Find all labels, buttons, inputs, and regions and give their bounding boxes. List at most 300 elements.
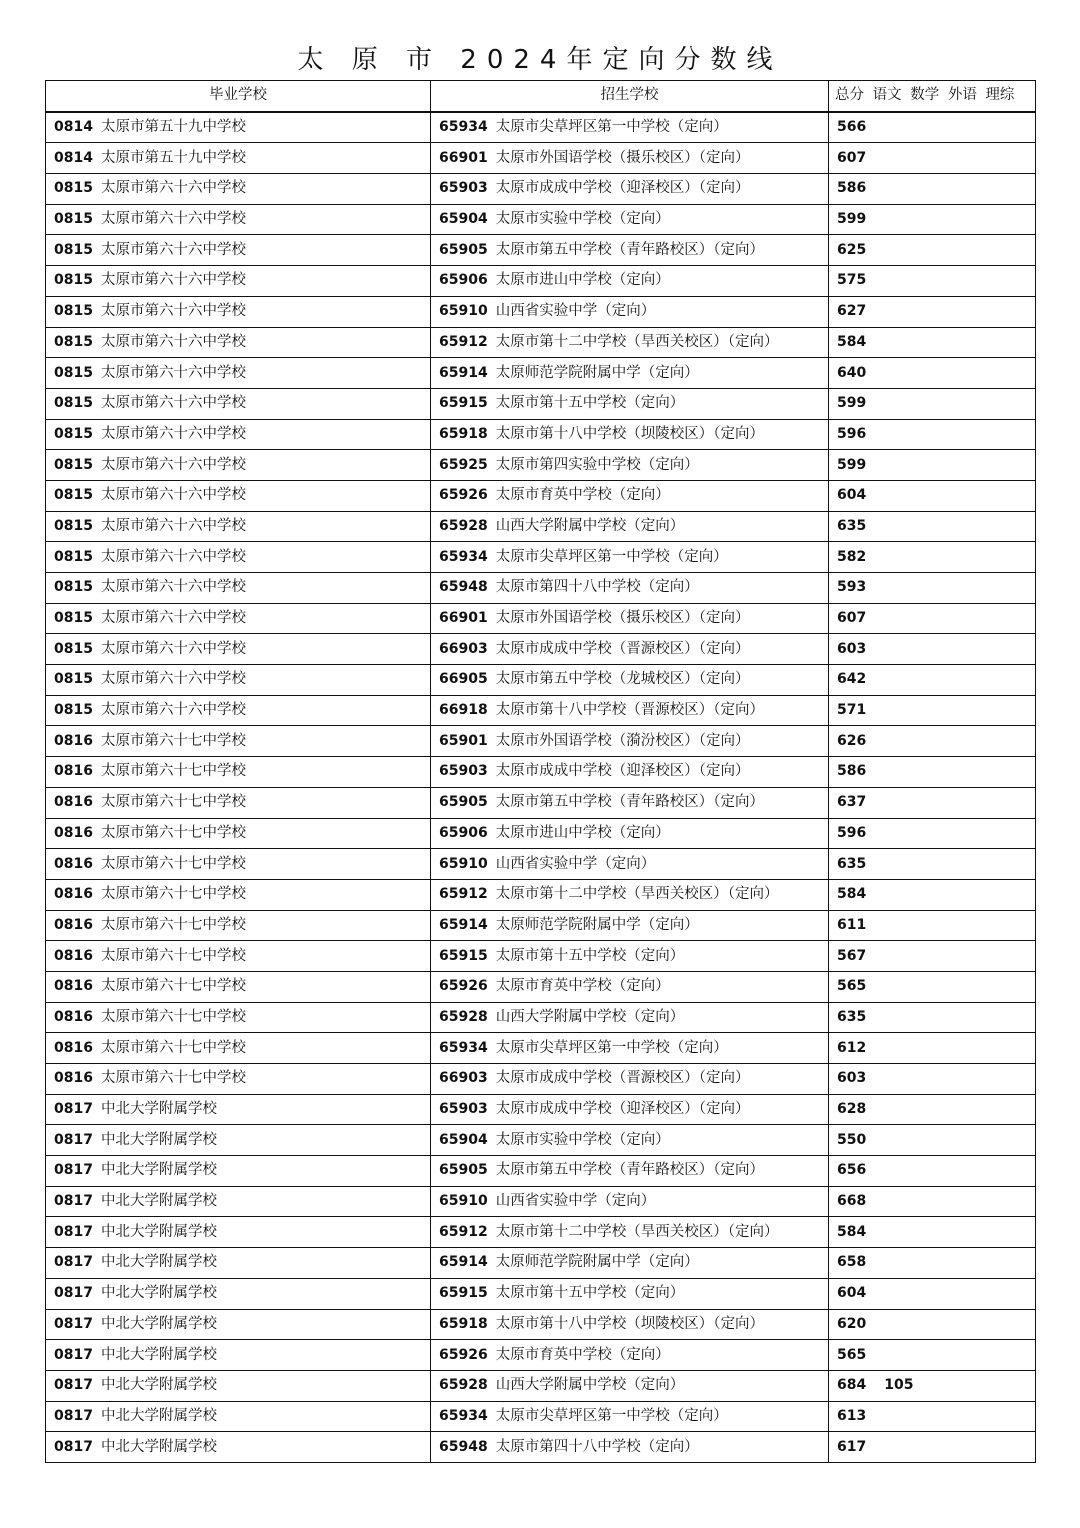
table-row (46, 143, 1036, 174)
table-row (46, 1125, 1036, 1156)
table-row (46, 112, 1036, 143)
graduate-school-name: 太原市第六十七中学校 (100, 1008, 246, 1025)
graduate-school-code: 0817 (54, 1377, 93, 1394)
admission-school-code: 65918 (439, 425, 488, 442)
admission-school-cell (431, 971, 829, 1002)
graduate-school-code: 0817 (54, 1193, 93, 1210)
admission-school-cell (431, 1401, 829, 1432)
scores-cell (829, 634, 1036, 665)
total-score: 593 (837, 579, 867, 596)
graduate-school-code: 0815 (54, 579, 93, 596)
admission-school-cell (431, 1002, 829, 1033)
admission-school-code: 66901 (439, 149, 488, 166)
table-row (46, 419, 1036, 450)
graduate-school-code: 0815 (54, 671, 93, 688)
table-row (46, 235, 1036, 266)
table-row (46, 971, 1036, 1002)
admission-school-cell (431, 603, 829, 634)
graduate-school-cell (46, 695, 431, 726)
admission-school-code: 65918 (439, 1315, 488, 1332)
admission-school-cell (431, 941, 829, 972)
scores-cell (829, 511, 1036, 542)
table-row (46, 1217, 1036, 1248)
admission-school-name: 太原市第十五中学校（定向） (495, 947, 685, 964)
admission-school-cell (431, 358, 829, 389)
admission-school-cell (431, 634, 829, 665)
header-row (46, 81, 1036, 112)
graduate-school-name: 太原市第六十六中学校 (100, 548, 246, 565)
header-scores: 总分 语文 数学 外语 理综 (829, 81, 1036, 112)
graduate-school-cell (46, 1278, 431, 1309)
table-row (46, 603, 1036, 634)
total-score: 582 (837, 548, 867, 565)
scores-cell (829, 879, 1036, 910)
admission-school-code: 65910 (439, 1193, 488, 1210)
admission-school-code: 65914 (439, 1254, 488, 1271)
admission-school-cell (431, 665, 829, 696)
total-score: 607 (837, 149, 867, 166)
graduate-school-cell (46, 603, 431, 634)
admission-school-cell (431, 787, 829, 818)
admission-school-code: 65905 (439, 241, 488, 258)
admission-school-code: 65926 (439, 1346, 488, 1363)
table-row (46, 511, 1036, 542)
total-score: 620 (837, 1315, 867, 1332)
admission-school-code: 65912 (439, 1223, 488, 1240)
admission-school-name: 太原师范学院附属中学（定向） (495, 1254, 699, 1271)
graduate-school-name: 太原市第六十七中学校 (100, 732, 246, 749)
scores-cell (829, 388, 1036, 419)
table-row (46, 1002, 1036, 1033)
admission-school-cell (431, 235, 829, 266)
table-header (46, 81, 1036, 112)
graduate-school-code: 0816 (54, 978, 93, 995)
graduate-school-name: 太原市第六十六中学校 (100, 303, 246, 320)
graduate-school-code: 0816 (54, 855, 93, 872)
total-score: 635 (837, 517, 867, 534)
admission-school-name: 太原市进山中学校（定向） (495, 824, 670, 841)
admission-school-cell (431, 1125, 829, 1156)
admission-school-name: 太原市第五中学校（青年路校区）（定向） (495, 1162, 764, 1179)
admission-school-code: 65925 (439, 456, 488, 473)
graduate-school-name: 中北大学附属学校 (100, 1315, 217, 1332)
table-row (46, 1278, 1036, 1309)
admission-school-cell (431, 419, 829, 450)
header-admission-school: 招生学校 (431, 81, 829, 112)
scores-cell (829, 1002, 1036, 1033)
table-row (46, 941, 1036, 972)
graduate-school-cell (46, 1340, 431, 1371)
admission-school-cell (431, 1217, 829, 1248)
graduate-school-cell (46, 757, 431, 788)
admission-school-cell (431, 174, 829, 205)
table-row (46, 1094, 1036, 1125)
total-score: 658 (837, 1254, 867, 1271)
total-score: 566 (837, 119, 867, 136)
graduate-school-code: 0815 (54, 517, 93, 534)
scores-cell (829, 695, 1036, 726)
graduate-school-name: 中北大学附属学校 (100, 1438, 217, 1455)
admission-school-name: 太原市实验中学校（定向） (495, 211, 670, 228)
admission-school-name: 太原市外国语学校（摄乐校区）（定向） (495, 610, 750, 627)
admission-school-name: 太原市尖草坪区第一中学校（定向） (495, 548, 728, 565)
admission-school-code: 65912 (439, 886, 488, 903)
graduate-school-cell (46, 726, 431, 757)
scores-cell (829, 174, 1036, 205)
scores-cell (829, 204, 1036, 235)
admission-school-cell (431, 266, 829, 297)
graduate-school-name: 太原市第六十六中学校 (100, 517, 246, 534)
score-table (45, 80, 1036, 1463)
table-row (46, 296, 1036, 327)
graduate-school-name: 太原市第六十六中学校 (100, 211, 246, 228)
total-score: 599 (837, 211, 867, 228)
graduate-school-code: 0817 (54, 1346, 93, 1363)
graduate-school-name: 太原市第六十七中学校 (100, 1039, 246, 1056)
graduate-school-cell (46, 849, 431, 880)
admission-school-cell (431, 143, 829, 174)
table-row (46, 1156, 1036, 1187)
total-score: 635 (837, 1008, 867, 1025)
admission-school-name: 太原市外国语学校（摄乐校区）（定向） (495, 149, 750, 166)
table-row (46, 266, 1036, 297)
total-score: 586 (837, 180, 867, 197)
admission-school-name: 太原市第五中学校（青年路校区）（定向） (495, 241, 764, 258)
admission-school-name: 太原市育英中学校（定向） (495, 1346, 670, 1363)
graduate-school-name: 太原市第六十六中学校 (100, 272, 246, 289)
admission-school-code: 65928 (439, 517, 488, 534)
scores-cell (829, 1217, 1036, 1248)
admission-school-cell (431, 695, 829, 726)
total-score: 550 (837, 1131, 867, 1148)
total-score: 567 (837, 947, 867, 964)
graduate-school-name: 太原市第六十六中学校 (100, 456, 246, 473)
graduate-school-code: 0814 (54, 119, 93, 136)
admission-school-cell (431, 1156, 829, 1187)
scores-cell (829, 419, 1036, 450)
graduate-school-name: 太原市第六十七中学校 (100, 855, 246, 872)
scores-cell (829, 941, 1036, 972)
admission-school-cell (431, 757, 829, 788)
admission-school-code: 65906 (439, 272, 488, 289)
total-score: 611 (837, 916, 867, 933)
admission-school-name: 太原师范学院附属中学（定向） (495, 364, 699, 381)
admission-school-name: 太原市第十五中学校（定向） (495, 1285, 685, 1302)
graduate-school-code: 0814 (54, 149, 93, 166)
admission-school-name: 太原市第十二中学校（旱西关校区）（定向） (495, 333, 779, 350)
scores-cell (829, 1033, 1036, 1064)
graduate-school-name: 中北大学附属学校 (100, 1131, 217, 1148)
graduate-school-name: 中北大学附属学校 (100, 1346, 217, 1363)
graduate-school-cell (46, 1002, 431, 1033)
scores-cell (829, 1340, 1036, 1371)
graduate-school-name: 太原市第六十六中学校 (100, 610, 246, 627)
scores-cell (829, 1125, 1036, 1156)
scores-cell (829, 910, 1036, 941)
total-score: 635 (837, 855, 867, 872)
graduate-school-cell (46, 511, 431, 542)
total-score: 603 (837, 1070, 867, 1087)
graduate-school-name: 太原市第六十七中学校 (100, 886, 246, 903)
total-score: 613 (837, 1407, 867, 1424)
admission-school-name: 太原市第十二中学校（旱西关校区）（定向） (495, 1223, 779, 1240)
graduate-school-cell (46, 480, 431, 511)
total-score: 604 (837, 1285, 867, 1302)
scores-cell (829, 296, 1036, 327)
graduate-school-cell (46, 665, 431, 696)
graduate-school-code: 0815 (54, 425, 93, 442)
graduate-school-cell (46, 941, 431, 972)
table-row (46, 450, 1036, 481)
graduate-school-cell (46, 327, 431, 358)
table-row (46, 757, 1036, 788)
table-row (46, 358, 1036, 389)
total-score: 565 (837, 978, 867, 995)
admission-school-cell (431, 726, 829, 757)
total-score: 584 (837, 1223, 867, 1240)
admission-school-name: 山西省实验中学（定向） (495, 1193, 656, 1210)
total-score: 625 (837, 241, 867, 258)
table-row (46, 818, 1036, 849)
admission-school-cell (431, 388, 829, 419)
admission-school-name: 太原市第十八中学校（坝陵校区）（定向） (495, 1315, 764, 1332)
graduate-school-name: 中北大学附属学校 (100, 1407, 217, 1424)
admission-school-code: 65915 (439, 947, 488, 964)
admission-school-code: 65904 (439, 1131, 488, 1148)
admission-school-cell (431, 511, 829, 542)
admission-school-cell (431, 327, 829, 358)
graduate-school-name: 太原市第六十六中学校 (100, 425, 246, 442)
graduate-school-code: 0816 (54, 1008, 93, 1025)
table-row (46, 879, 1036, 910)
total-score: 642 (837, 671, 867, 688)
graduate-school-cell (46, 971, 431, 1002)
admission-school-code: 65910 (439, 303, 488, 320)
scores-cell (829, 1370, 1036, 1401)
graduate-school-code: 0815 (54, 364, 93, 381)
scores-cell (829, 787, 1036, 818)
graduate-school-cell (46, 634, 431, 665)
total-score: 612 (837, 1039, 867, 1056)
table-row (46, 174, 1036, 205)
admission-school-name: 太原市育英中学校（定向） (495, 978, 670, 995)
scores-cell (829, 1064, 1036, 1095)
graduate-school-code: 0816 (54, 732, 93, 749)
table-row (46, 1309, 1036, 1340)
total-score: 596 (837, 425, 867, 442)
admission-school-code: 65928 (439, 1377, 488, 1394)
graduate-school-name: 太原市第五十九中学校 (100, 119, 246, 136)
graduate-school-code: 0815 (54, 702, 93, 719)
graduate-school-code: 0817 (54, 1101, 93, 1118)
admission-school-name: 太原市外国语学校（漪汾校区）（定向） (495, 732, 750, 749)
admission-school-code: 65901 (439, 732, 488, 749)
admission-school-code: 65948 (439, 579, 488, 596)
table-row (46, 695, 1036, 726)
admission-school-code: 65926 (439, 978, 488, 995)
graduate-school-name: 中北大学附属学校 (100, 1377, 217, 1394)
admission-school-cell (431, 542, 829, 573)
total-score: 607 (837, 610, 867, 627)
admission-school-cell (431, 1370, 829, 1401)
graduate-school-code: 0815 (54, 548, 93, 565)
total-score: 599 (837, 395, 867, 412)
admission-school-cell (431, 1432, 829, 1463)
scores-cell (829, 480, 1036, 511)
total-score: 584 (837, 886, 867, 903)
admission-school-code: 65905 (439, 1162, 488, 1179)
graduate-school-code: 0815 (54, 303, 93, 320)
table-row (46, 388, 1036, 419)
table-row (46, 480, 1036, 511)
admission-school-name: 太原市第四十八中学校（定向） (495, 1438, 699, 1455)
scores-cell (829, 603, 1036, 634)
graduate-school-name: 太原市第六十六中学校 (100, 333, 246, 350)
scores-cell (829, 665, 1036, 696)
table-row (46, 1248, 1036, 1279)
graduate-school-code: 0815 (54, 180, 93, 197)
admission-school-cell (431, 1033, 829, 1064)
scores-cell (829, 1278, 1036, 1309)
graduate-school-cell (46, 1401, 431, 1432)
admission-school-name: 山西大学附属中学校（定向） (495, 517, 685, 534)
table-row (46, 1432, 1036, 1463)
admission-school-name: 太原市第十八中学校（晋源校区）（定向） (495, 702, 764, 719)
graduate-school-cell (46, 419, 431, 450)
scores-cell (829, 1094, 1036, 1125)
graduate-school-cell (46, 143, 431, 174)
admission-school-name: 山西大学附属中学校（定向） (495, 1008, 685, 1025)
table-row (46, 1064, 1036, 1095)
scores-cell (829, 1186, 1036, 1217)
graduate-school-name: 太原市第六十七中学校 (100, 794, 246, 811)
total-score: 626 (837, 732, 867, 749)
total-score: 668 (837, 1193, 867, 1210)
table-row (46, 204, 1036, 235)
admission-school-cell (431, 480, 829, 511)
graduate-school-name: 太原市第五十九中学校 (100, 149, 246, 166)
admission-school-cell (431, 1309, 829, 1340)
admission-school-name: 太原市第四实验中学校（定向） (495, 456, 699, 473)
admission-school-cell (431, 879, 829, 910)
graduate-school-cell (46, 1094, 431, 1125)
admission-school-cell (431, 1278, 829, 1309)
graduate-school-code: 0815 (54, 610, 93, 627)
total-score: 656 (837, 1162, 867, 1179)
scores-cell (829, 266, 1036, 297)
scores-cell (829, 757, 1036, 788)
total-score: 565 (837, 1346, 867, 1363)
page-title: 太 原 市 2024年定向分数线 (297, 45, 783, 75)
table-row (46, 1401, 1036, 1432)
graduate-school-code: 0817 (54, 1285, 93, 1302)
graduate-school-cell (46, 1217, 431, 1248)
admission-school-cell (431, 1340, 829, 1371)
admission-school-code: 65903 (439, 180, 488, 197)
graduate-school-cell (46, 1033, 431, 1064)
admission-school-cell (431, 450, 829, 481)
table-row (46, 1033, 1036, 1064)
graduate-school-code: 0817 (54, 1315, 93, 1332)
graduate-school-cell (46, 787, 431, 818)
admission-school-code: 66905 (439, 671, 488, 688)
admission-school-name: 太原师范学院附属中学（定向） (495, 916, 699, 933)
total-score: 628 (837, 1101, 867, 1118)
admission-school-code: 65934 (439, 548, 488, 565)
graduate-school-cell (46, 296, 431, 327)
graduate-school-name: 中北大学附属学校 (100, 1223, 217, 1240)
graduate-school-code: 0815 (54, 272, 93, 289)
table-row (46, 1370, 1036, 1401)
graduate-school-cell (46, 818, 431, 849)
admission-school-name: 太原市第五中学校（青年路校区）（定向） (495, 794, 764, 811)
admission-school-cell (431, 1094, 829, 1125)
admission-school-code: 66918 (439, 702, 488, 719)
admission-school-cell (431, 112, 829, 143)
graduate-school-cell (46, 1186, 431, 1217)
scores-cell (829, 450, 1036, 481)
graduate-school-code: 0817 (54, 1162, 93, 1179)
admission-school-name: 太原市第五中学校（龙城校区）（定向） (495, 671, 750, 688)
admission-school-code: 65910 (439, 855, 488, 872)
graduate-school-code: 0815 (54, 395, 93, 412)
scores-cell (829, 1309, 1036, 1340)
header-graduate-school: 毕业学校 (46, 81, 431, 112)
graduate-school-name: 太原市第六十六中学校 (100, 241, 246, 258)
graduate-school-cell (46, 388, 431, 419)
graduate-school-cell (46, 1370, 431, 1401)
admission-school-cell (431, 296, 829, 327)
graduate-school-code: 0816 (54, 916, 93, 933)
admission-school-name: 太原市成成中学校（迎泽校区）（定向） (495, 763, 750, 780)
admission-school-name: 太原市尖草坪区第一中学校（定向） (495, 1407, 728, 1424)
admission-school-name: 太原市尖草坪区第一中学校（定向） (495, 119, 728, 136)
table-row (46, 726, 1036, 757)
admission-school-cell (431, 1248, 829, 1279)
graduate-school-code: 0815 (54, 640, 93, 657)
graduate-school-cell (46, 204, 431, 235)
graduate-school-code: 0816 (54, 1039, 93, 1056)
total-score: 684 (837, 1377, 867, 1394)
admission-school-code: 66903 (439, 1070, 488, 1087)
admission-school-name: 太原市第十五中学校（定向） (495, 395, 685, 412)
scores-cell (829, 726, 1036, 757)
admission-school-code: 65926 (439, 487, 488, 504)
graduate-school-code: 0815 (54, 487, 93, 504)
admission-school-cell (431, 1186, 829, 1217)
admission-school-name: 太原市第十八中学校（坝陵校区）（定向） (495, 425, 764, 442)
scores-cell (829, 358, 1036, 389)
admission-school-code: 65905 (439, 794, 488, 811)
admission-school-cell (431, 1064, 829, 1095)
graduate-school-code: 0817 (54, 1438, 93, 1455)
graduate-school-cell (46, 542, 431, 573)
graduate-school-name: 太原市第六十七中学校 (100, 947, 246, 964)
admission-school-name: 太原市进山中学校（定向） (495, 272, 670, 289)
graduate-school-cell (46, 573, 431, 604)
admission-school-code: 65948 (439, 1438, 488, 1455)
table-body (46, 112, 1036, 1463)
total-score: 575 (837, 272, 867, 289)
admission-school-cell (431, 910, 829, 941)
table-row (46, 634, 1036, 665)
total-score: 637 (837, 794, 867, 811)
scores-cell (829, 112, 1036, 143)
scores-cell (829, 1156, 1036, 1187)
total-score: 596 (837, 824, 867, 841)
graduate-school-name: 太原市第六十七中学校 (100, 824, 246, 841)
admission-school-name: 山西大学附属中学校（定向） (495, 1377, 685, 1394)
